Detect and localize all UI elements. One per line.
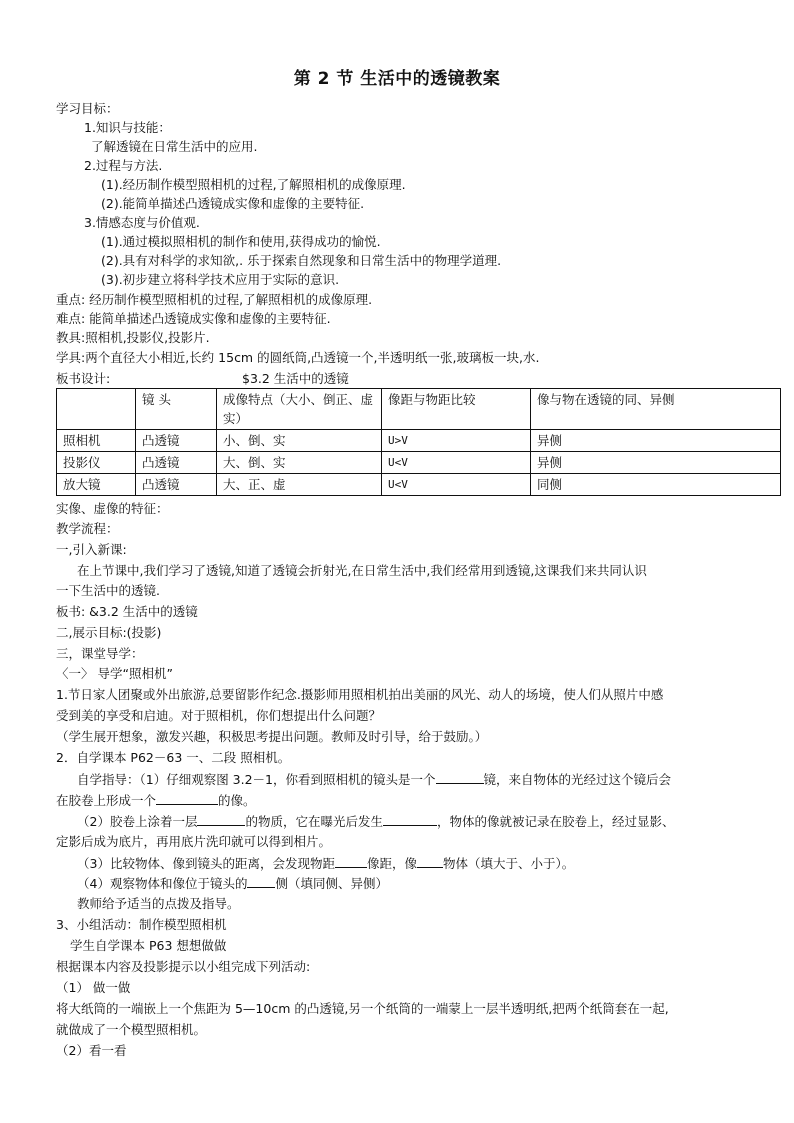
teacher-guidance: 教师给予适当的点拨及指导。	[77, 896, 240, 911]
guide-2-text-a: （2）胶卷上涂着一层	[77, 814, 198, 829]
table-cell: 凸透镜	[136, 474, 217, 496]
guide-1-text-b: 镜，来自物体的光经过这个镜后会	[483, 772, 672, 787]
guide-4-text-b: 侧（填同侧、异侧）	[275, 876, 388, 891]
section-3-heading: 三，课堂导学：	[56, 646, 144, 661]
emotion-item-3: (3).初步建立将科学技术应用于实际的意识.	[101, 272, 340, 287]
guide-2-line-1	[77, 812, 675, 831]
guide-2-line-2: 定影后成为底片，再用底片洗印就可以得到相片。	[56, 834, 332, 849]
process-item-2: (2).能简单描述凸透镜成实像和虚像的主要特征.	[101, 196, 365, 211]
activity-1-line-2: 就做成了一个模型照相机。	[56, 1022, 207, 1037]
table-header-cell: 像与物在透镜的同、异侧	[531, 389, 781, 430]
objectives-heading: 学习目标：	[56, 101, 119, 116]
table-cell: 照相机	[57, 430, 136, 452]
intro-text-line-1: 在上节课中,我们学习了透镜,知道了透镜会折射光,在日常生活中,我们经常用到透镜,这课我们来共同认识	[77, 563, 647, 578]
table-row	[57, 430, 781, 452]
difficulty: 难点: 能简单描述凸透镜成实像和虚像的主要特征.	[56, 311, 331, 326]
process-title: 2.过程与方法.	[84, 158, 163, 173]
table-cell: 放大镜	[57, 474, 136, 496]
question-3-self-study: 学生自学课本 P63 想想做做	[70, 938, 227, 953]
table-row	[57, 452, 781, 474]
guide-3-text-a: （3）比较物体、像到镜头的距离，会发现物距	[77, 856, 335, 871]
guide-2-text-b: 的物质，它在曝光后发生	[245, 814, 383, 829]
process-item-1: (1).经历制作模型照相机的过程,了解照相机的成像原理.	[101, 177, 406, 192]
table-cell: 大、倒、实	[217, 452, 382, 474]
table-cell: 小、倒、实	[217, 430, 382, 452]
guide-1-text-a: 自学指导：（1）仔细观察图 3.2－1，你看到照相机的镜头是一个	[77, 772, 436, 787]
table-cell: 凸透镜	[136, 452, 217, 474]
fill-blank-size-compare[interactable]	[417, 854, 443, 868]
question-3-instruction: 根据课本内容及投影提示以小组完成下列活动:	[56, 959, 311, 974]
page-title: 第 2 节 生活中的透镜教案	[293, 69, 501, 89]
table-cell: 投影仪	[57, 452, 136, 474]
sub-section-camera: 〈一〉 导学“照相机”	[56, 666, 173, 681]
guide-3-text-c: 物体（填大于、小于）。	[442, 856, 575, 871]
learning-aids: 学具:两个直径大小相近,长约 15cm 的圆纸筒,凸透镜一个,半透明纸一张,玻璃板一块,水.	[56, 350, 540, 365]
guide-3	[77, 854, 574, 873]
table-header-row	[57, 389, 781, 430]
board-table	[56, 388, 781, 496]
guide-4	[77, 874, 388, 893]
guide-1-text-d: 的像。	[218, 793, 256, 808]
table-cell: 大、正、虚	[217, 474, 382, 496]
table-cell: 同侧	[531, 474, 781, 496]
fill-blank-distance-compare[interactable]	[335, 854, 367, 868]
section-1-heading: 一,引入新课:	[56, 542, 127, 557]
intro-text-line-2: 一下生活中的透镜.	[56, 583, 160, 598]
table-header-cell: 镜 头	[136, 389, 217, 430]
table-header-cell: 像距与物距比较	[382, 389, 531, 430]
fill-blank-material[interactable]	[197, 812, 245, 826]
teaching-aids: 教具:照相机,投影仪,投影片.	[56, 330, 210, 345]
guide-4-text-a: （4）观察物体和像位于镜头的	[77, 876, 248, 891]
question-1-line-1: 1.节日家人团聚或外出旅游,总要留影作纪念.摄影师用照相机拍出美丽的风光、动人的场境，使人们从照片中感	[56, 687, 664, 702]
teaching-process-heading: 教学流程：	[56, 521, 119, 536]
table-cell: U<V	[382, 474, 531, 496]
fill-blank-change[interactable]	[383, 812, 437, 826]
question-2: 2．自学课本 P62－63 一、二段 照相机。	[56, 750, 291, 765]
guide-1-line-2	[56, 791, 256, 810]
table-header-cell	[57, 389, 136, 430]
table-header-cell: 成像特点（大小、倒正、虚实）	[217, 389, 382, 430]
guide-1-text-c: 在胶卷上形成一个	[56, 793, 157, 808]
key-point: 重点: 经历制作模型照相机的过程,了解照相机的成像原理.	[56, 292, 373, 307]
board-label: 板书设计:	[56, 371, 111, 386]
table-cell: U>V	[382, 430, 531, 452]
question-3: 3、小组活动：制作模型照相机	[56, 917, 227, 932]
guide-1-line-1	[77, 770, 671, 789]
guide-2-text-c: ，物体的像就被记录在胶卷上，经过显影、	[436, 814, 675, 829]
board-note: 板书: &3.2 生活中的透镜	[56, 604, 198, 619]
guide-3-text-b: 像距，像	[366, 856, 417, 871]
knowledge-item-1: 了解透镜在日常生活中的应用.	[91, 139, 258, 154]
fill-blank-lens-type[interactable]	[436, 770, 484, 784]
table-cell: 凸透镜	[136, 430, 217, 452]
fill-blank-side[interactable]	[247, 874, 275, 888]
board-heading: $3.2 生活中的透镜	[242, 371, 349, 386]
knowledge-title: 1.知识与技能：	[84, 120, 171, 135]
table-cell: 异侧	[531, 430, 781, 452]
activity-1-line-1: 将大纸筒的一端嵌上一个焦距为 5—10cm 的凸透镜,另一个纸筒的一端蒙上一层半透明纸,把两个纸筒套在一起,	[56, 1001, 669, 1016]
question-1-line-3: （学生展开想象，激发兴趣，积极思考提出问题。教师及时引导，给于鼓励。）	[56, 729, 488, 744]
activity-2-heading: （2）看一看	[56, 1043, 127, 1058]
question-1-line-2: 受到美的享受和启迪。对于照相机，你们想提出什么问题？	[56, 708, 382, 723]
table-row	[57, 474, 781, 496]
emotion-item-1: (1).通过模拟照相机的制作和使用,获得成功的愉悦.	[101, 234, 381, 249]
table-cell: 异侧	[531, 452, 781, 474]
section-2-heading: 二,展示目标:(投影)	[56, 625, 162, 640]
table-cell: U<V	[382, 452, 531, 474]
emotion-item-2: (2).具有对科学的求知欲,. 乐于探索自然现象和日常生活中的物理学道理.	[101, 253, 502, 268]
image-features-heading: 实像、虚像的特征：	[56, 501, 169, 516]
activity-1-heading: （1） 做一做	[56, 980, 131, 995]
emotion-title: 3.情感态度与价值观.	[84, 215, 200, 230]
fill-blank-image-type[interactable]	[156, 791, 218, 805]
